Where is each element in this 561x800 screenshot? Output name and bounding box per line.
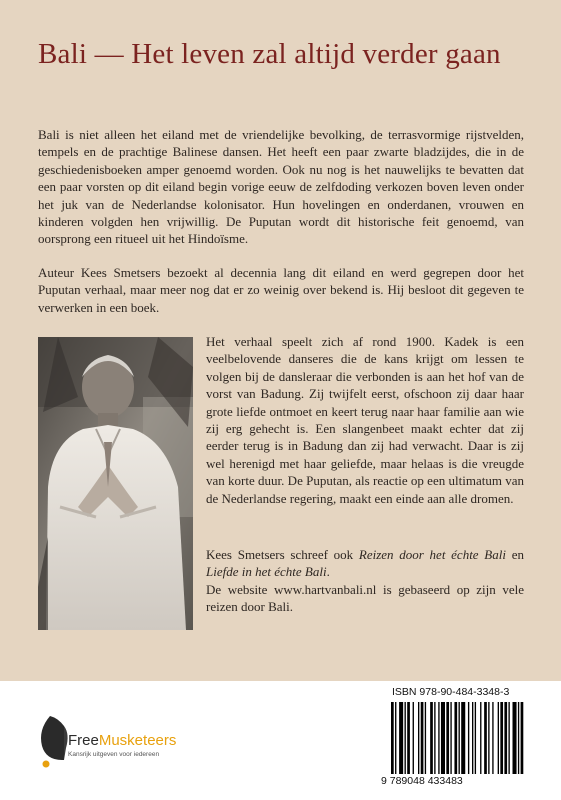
publisher-name (68, 732, 176, 749)
website-note: De website www.hartvanbali.nl is gebaseerd op zijn vele reizen door Bali. (206, 581, 524, 615)
author-photo (38, 337, 193, 630)
other-books-paragraph (206, 546, 524, 616)
other-books-period: . (326, 564, 330, 580)
publisher-name-free: Free (68, 732, 99, 749)
author-paragraph: Auteur Kees Smetsers bezoekt al decennia lang dit eiland en werd gegrepen door het Puputan verhaal, maar meer nog dat er zo weinig over bekend is. Hij besloot dit gegeven te verwerken in een boek. (38, 265, 524, 315)
book-title-reizen: Reizen door het échte Bali (358, 547, 506, 562)
barcode-digits: 9 789048 433483 (381, 775, 463, 787)
other-books-intro: Kees Smetsers schreef ook (206, 547, 359, 562)
book-title: Bali — Het leven zal altijd verder gaan (38, 38, 501, 70)
barcode-icon (381, 698, 529, 786)
publisher-name-musketeers: Musketeers (98, 732, 177, 749)
story-paragraph: Het verhaal speelt zich af rond 1900. Kadek is een veelbelovende danseres die de kans krijgt om lessen te volgen bij de dansleraar die verbonden is aan het hof van de vorst van Badung. Zij twijfelt eerst, ofschoon zij daar haar grote liefde ontmoet en keert terug naar haar familie aan wie zij erg gehecht is. Een slangenbeet maakt echter dat zij eerder terug is in Badung dan zij had verwacht. Daar is zij wel herenigd met haar geliefde, maar helaas is die vreugde van korte duur. De Puputan, als reactie op een ultimatum van de Nederlandse regering, maakt een einde aan alle dromen. (206, 334, 524, 506)
cover-footer (0, 681, 561, 800)
isbn-label: ISBN 978-90-484-3348-3 (392, 686, 510, 698)
other-books-and: en (505, 547, 524, 562)
book-title-liefde: Liefde in het échte Bali (206, 564, 327, 580)
publisher-tagline: Kansrijk uitgeven voor iedereen (68, 751, 160, 758)
intro-paragraph: Bali is niet alleen het eiland met de vriendelijke bevolking, de terrasvormige rijstvelden, tempels en de prachtige Balinese dansen. Het heeft een paar zwarte bladzijdes, die in de geschiedenisboeken amper genoemd worden. Ook nu nog is het nauwelijks te bevatten dat een paar vorsten op dit eiland begin vorige eeuw de zelfdoding verkozen boven leven onder het juk van de Nederlandse kolonisator. Hun hovelingen en onderdanen, vrouwen en kinderen volgden hen vrijwillig. De Puputan wordt dit historische feit genoemd, van oorsprong een ritueel uit het Hindoïsme. (38, 127, 524, 247)
